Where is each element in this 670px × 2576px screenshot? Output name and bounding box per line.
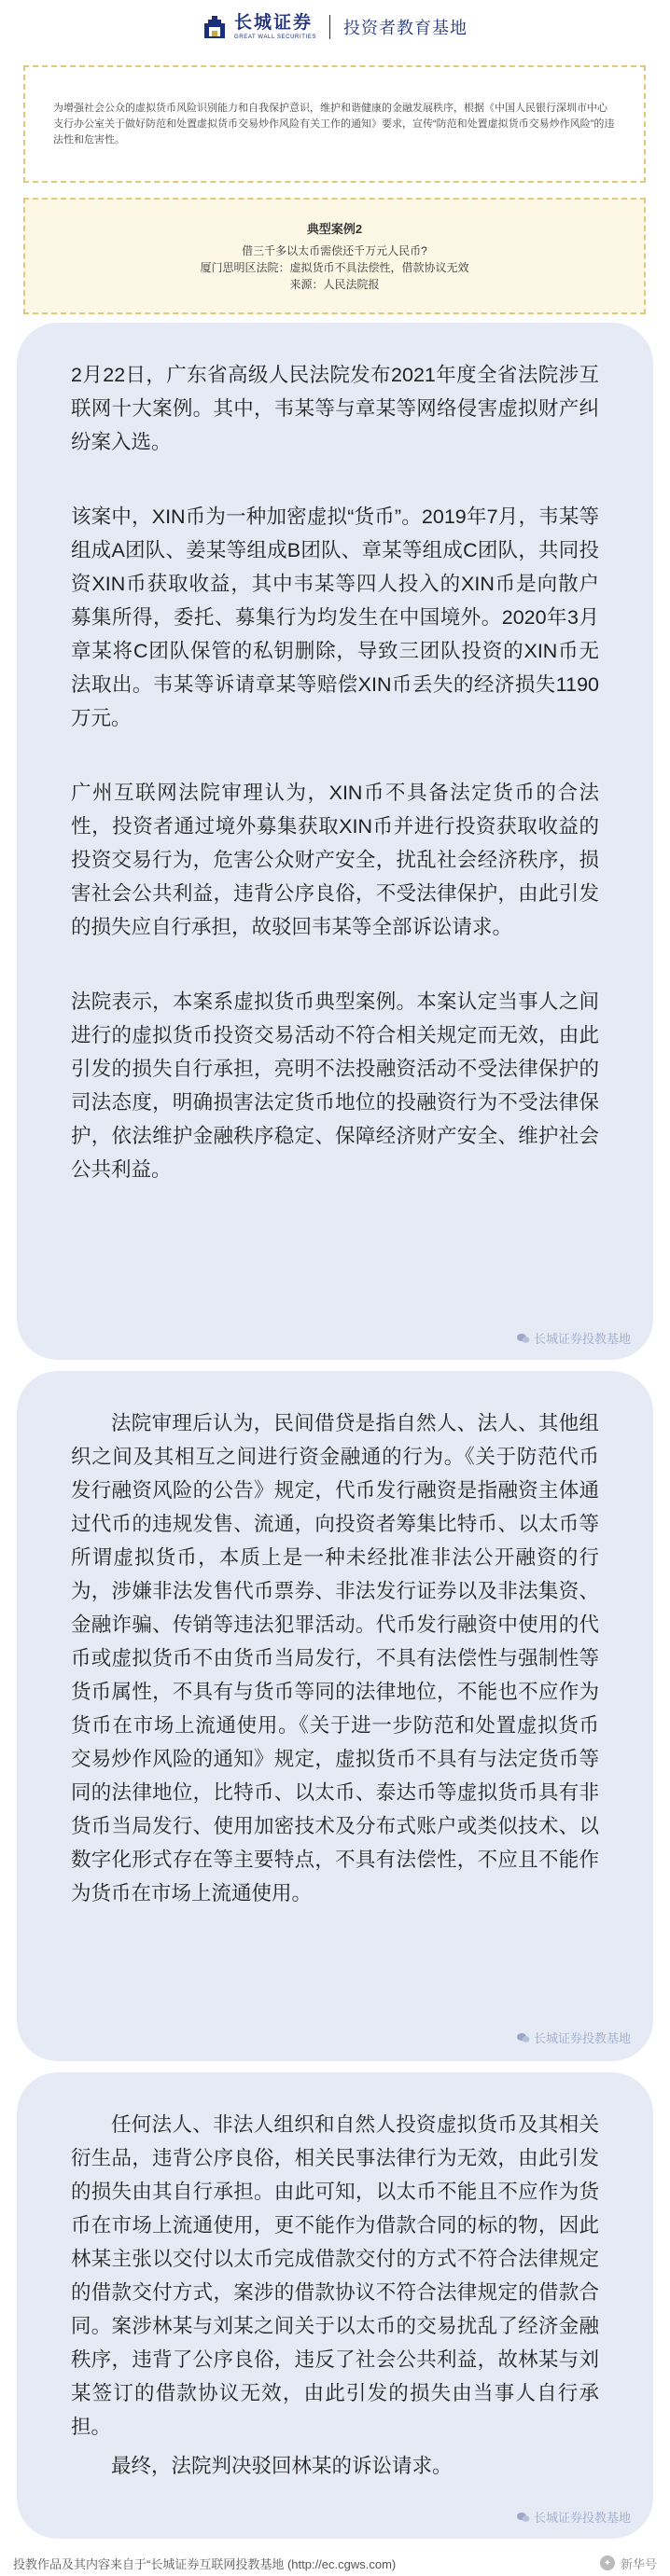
article-panel-3 [17,2072,653,2539]
watermark [517,2029,631,2046]
article-panel-2 [17,1371,653,2061]
paragraph: 法院表示，本案系虚拟货币典型案例。本案认定当事人之间进行的虚拟货币投资交易活动不符合相关规定而无效，由此引发的损失自行承担，亮明不法投融资活动不受法律保护的司法态度，明确损害法定货币地位的投融资行为不受法律保护，依法维护金融秩序稳定、保障经济财产安全、维护社会公共利益。 [71,990,599,1181]
paragraph: 广州互联网法院审理认为，XIN币不具备法定货币的合法性，投资者通过境外募集获取XIN币并进行投资获取收益的投资交易行为，危害公众财产安全，扰乱社会经济秩序，损害社会公共利益，违背公序良俗，不受法律保护，由此引发的损失应自行承担，故驳回韦某等全部诉讼请求。 [71,782,599,938]
case-title: 典型案例2 [306,222,363,236]
paragraph: 最终，法院判决驳回林某的诉讼请求。 [111,2455,453,2477]
watermark-text: 长城证券投教基地 [533,2031,631,2045]
wechat-icon [517,2032,530,2043]
case-box [23,198,646,314]
paragraph: 该案中，XIN币为一种加密虚拟“货币”。2019年7月，韦某等组成A团队、姜某等组成B团队、章某等组成C团队，共同投资XIN币获取收益，其中韦某等四人投入的XIN币是向散户募集所得，委托、募集行为均发生在中国境外。2020年3月章某将C团队保管的私钥删除，导致三团队投资的XIN币无法取出。韦某等诉请章某等赔偿XIN币丢失的经济损失1190万元。 [71,506,599,729]
case-subheadline: 厦门思明区法院：虚拟货币不具法偿性，借款协议无效 [200,261,469,274]
paragraph: 法院审理后认为，民间借贷是指自然人、法人、其他组织之间及其相互之间进行资金融通的行为。《关于防范代币发行融资风险的公告》规定，代币发行融资是指融资主体通过代币的违规发售、流通，向投资者筹集比特币、以太币等所谓虚拟货币，本质上是一种未经批准非法公开融资的行为，涉嫌非法发售代币票券、非法发行证券以及非法集资、金融诈骗、传销等违法犯罪活动。代币发行融资中使用的代币或虚拟货币不由货币当局发行，不具有法偿性与强制性等货币属性，不具有与货币等同的法律地位，不能也不应作为货币在市场上流通使用。《关于进一步防范和处置虚拟货币交易炒作风险的通知》规定，虚拟货币不具有与法定货币等同的法律地位，比特币、以太币、泰达币等虚拟货币具有非货币当局发行、使用加密技术及分布式账户或类似技术、以数字化形式存在等主要特点，不具有法偿性，不应且不能作为货币在市场上流通使用。 [71,1412,599,1904]
wechat-icon [517,1333,530,1344]
logo-chinese-name: 长城证券 [234,13,314,33]
watermark-text: 长城证券投教基地 [533,2511,631,2525]
header-subtitle: 投资者教育基地 [342,19,468,37]
xinhua-badge[interactable] [600,2555,657,2572]
case-source: 来源：人民法院报 [289,278,380,291]
paragraph: 2月22日，广东省高级人民法院发布2021年度全省法院涉互联网十大案例。其中，韦某等与章某等网络侵害虚拟财产纠纷案入选。 [71,364,599,453]
footer [0,2550,670,2576]
brand-logo[interactable] [202,13,468,41]
case-headline: 借三千多以太币需偿还千万元人民币? [242,244,427,257]
footer-source-text: 投教作品及其内容来自于“长城证券互联网投教基地 (http://ec.cgws.com) [13,2556,397,2571]
xinhua-icon: ✦ [600,2555,615,2570]
intro-text: 为增强社会公众的虚拟货币风险识别能力和自我保护意识，维护和谐健康的金融发展秩序，根据《中国人民银行深圳市中心支行办公室关于做好防范和处置虚拟货币交易炒作风险有关工作的通知》要求，宣传“防范和处置虚拟货币交易炒作风险”的违法性和危害性。 [53,102,615,145]
logo-english-name: GREAT WALL SECURITIES [234,35,316,40]
watermark [517,1329,631,1347]
intro-box [23,65,646,183]
article-panel-1 [17,323,653,1360]
paragraph: 任何法人、非法人组织和自然人投资虚拟货币及其相关衍生品，违背公序良俗，相关民事法律行为无效，由此引发的损失由其自行承担。由此可知，以太币不能且不应作为货币在市场上流通使用，更不能作为借款合同的标的物，因此林某主张以交付以太币完成借款交付的方式不符合法律规定的借款交付方式，案涉的借款协议不符合法律规定的借款合同。案涉林某与刘某之间关于以太币的交易扰乱了经济金融秩序，违背了公序良俗，违反了社会公共利益，故林某与刘某签订的借款协议无效，由此引发的损失由当事人自行承担。 [71,2113,599,2438]
xinhua-label: 新华号 [620,2556,657,2571]
header [0,0,670,54]
great-wall-logo-icon [202,14,227,40]
logo-text [234,13,316,41]
watermark [517,2508,631,2526]
logo-divider [329,15,330,39]
watermark-text: 长城证券投教基地 [533,1332,631,1346]
wechat-icon [517,2512,530,2523]
